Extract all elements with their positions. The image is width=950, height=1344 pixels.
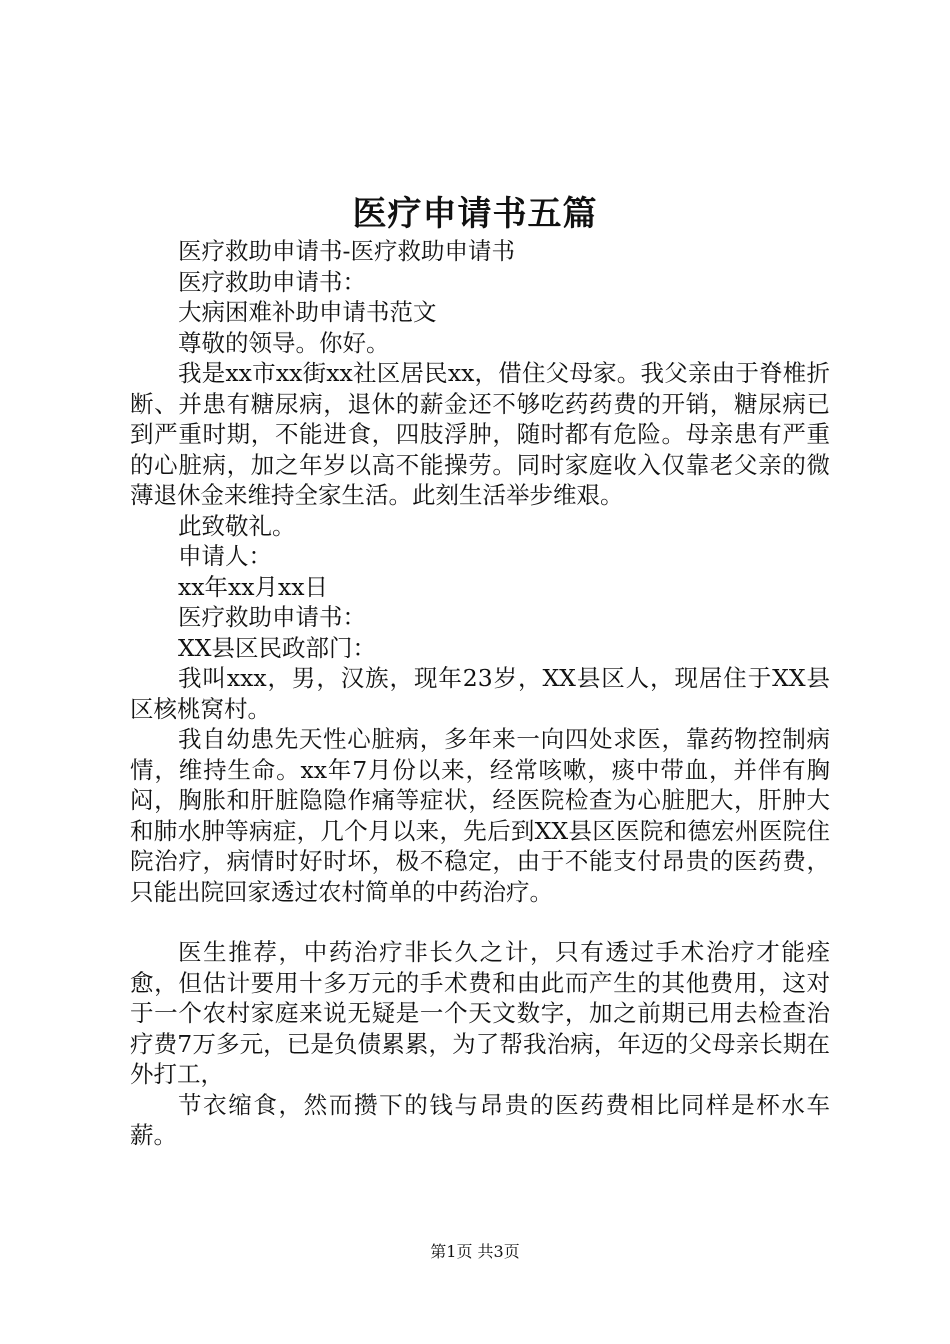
page-footer: 第1页 共3页 bbox=[430, 1242, 520, 1261]
paragraph: 尊敬的领导。你好。 bbox=[178, 328, 390, 357]
paragraph: 医疗救助申请书-医疗救助申请书 bbox=[178, 237, 515, 265]
document-title: 医疗申请书五篇 bbox=[352, 194, 598, 234]
paragraph: XX县区民政部门： bbox=[178, 633, 376, 662]
paragraph: 大病困难补助申请书范文 bbox=[178, 298, 437, 326]
paragraph: 我自幼患先天性心脏病，多年来一向四处求医，靠药物控制病情，维持生命。xx年7月份以来，经常咳嗽，痰中带血，并伴有胸闷，胸胀和肝脏隐隐作痛等症状，经医院检查为心脏肥大，肝肿大和肺水肿等病症，几个月以来，先后到XX县区医院和德宏州医院住院治疗，病情时好时坏，极不稳定，由于不能支付昂贵的医药费，只能出院回家透过农村简单的中药治疗。 bbox=[130, 725, 830, 906]
paragraph: 我叫xxx，男，汉族，现年23岁，XX县区人，现居住于XX县区核桃窝村。 bbox=[130, 664, 830, 723]
paragraph: 我是xx市xx街xx社区居民xx，借住父母家。我父亲由于脊椎折断、并患有糖尿病，退休的薪金还不够吃药药费的开销，糖尿病已到严重时期，不能进食，四肢浮肿，随时都有危险。母亲患有严重的心脏病，加之年岁以高不能操劳。同时家庭收入仅靠老父亲的微薄退休金来维持全家生活。此刻生活举步维艰。 bbox=[130, 359, 830, 509]
paragraph: 申请人： bbox=[178, 542, 272, 570]
paragraph: 医疗救助申请书： bbox=[178, 267, 366, 296]
paragraph: 医生推荐，中药治疗非长久之计，只有透过手术治疗才能痊愈，但估计要用十多万元的手术费和由此而产生的其他费用，这对于一个农村家庭来说无疑是一个天文数字，加之前期已用去检查治疗费7万多元，已是负债累累，为了帮我治病，年迈的父母亲长期在外打工， bbox=[130, 938, 830, 1088]
paragraph: 节衣缩食，然而攒下的钱与昂贵的医药费相比同样是杯水车薪。 bbox=[130, 1090, 830, 1149]
paragraph: 医疗救助申请书： bbox=[178, 603, 366, 631]
document-body bbox=[130, 236, 830, 1151]
paragraph: xx年xx月xx日 bbox=[178, 572, 329, 601]
paragraph: 此致敬礼。 bbox=[178, 511, 296, 540]
